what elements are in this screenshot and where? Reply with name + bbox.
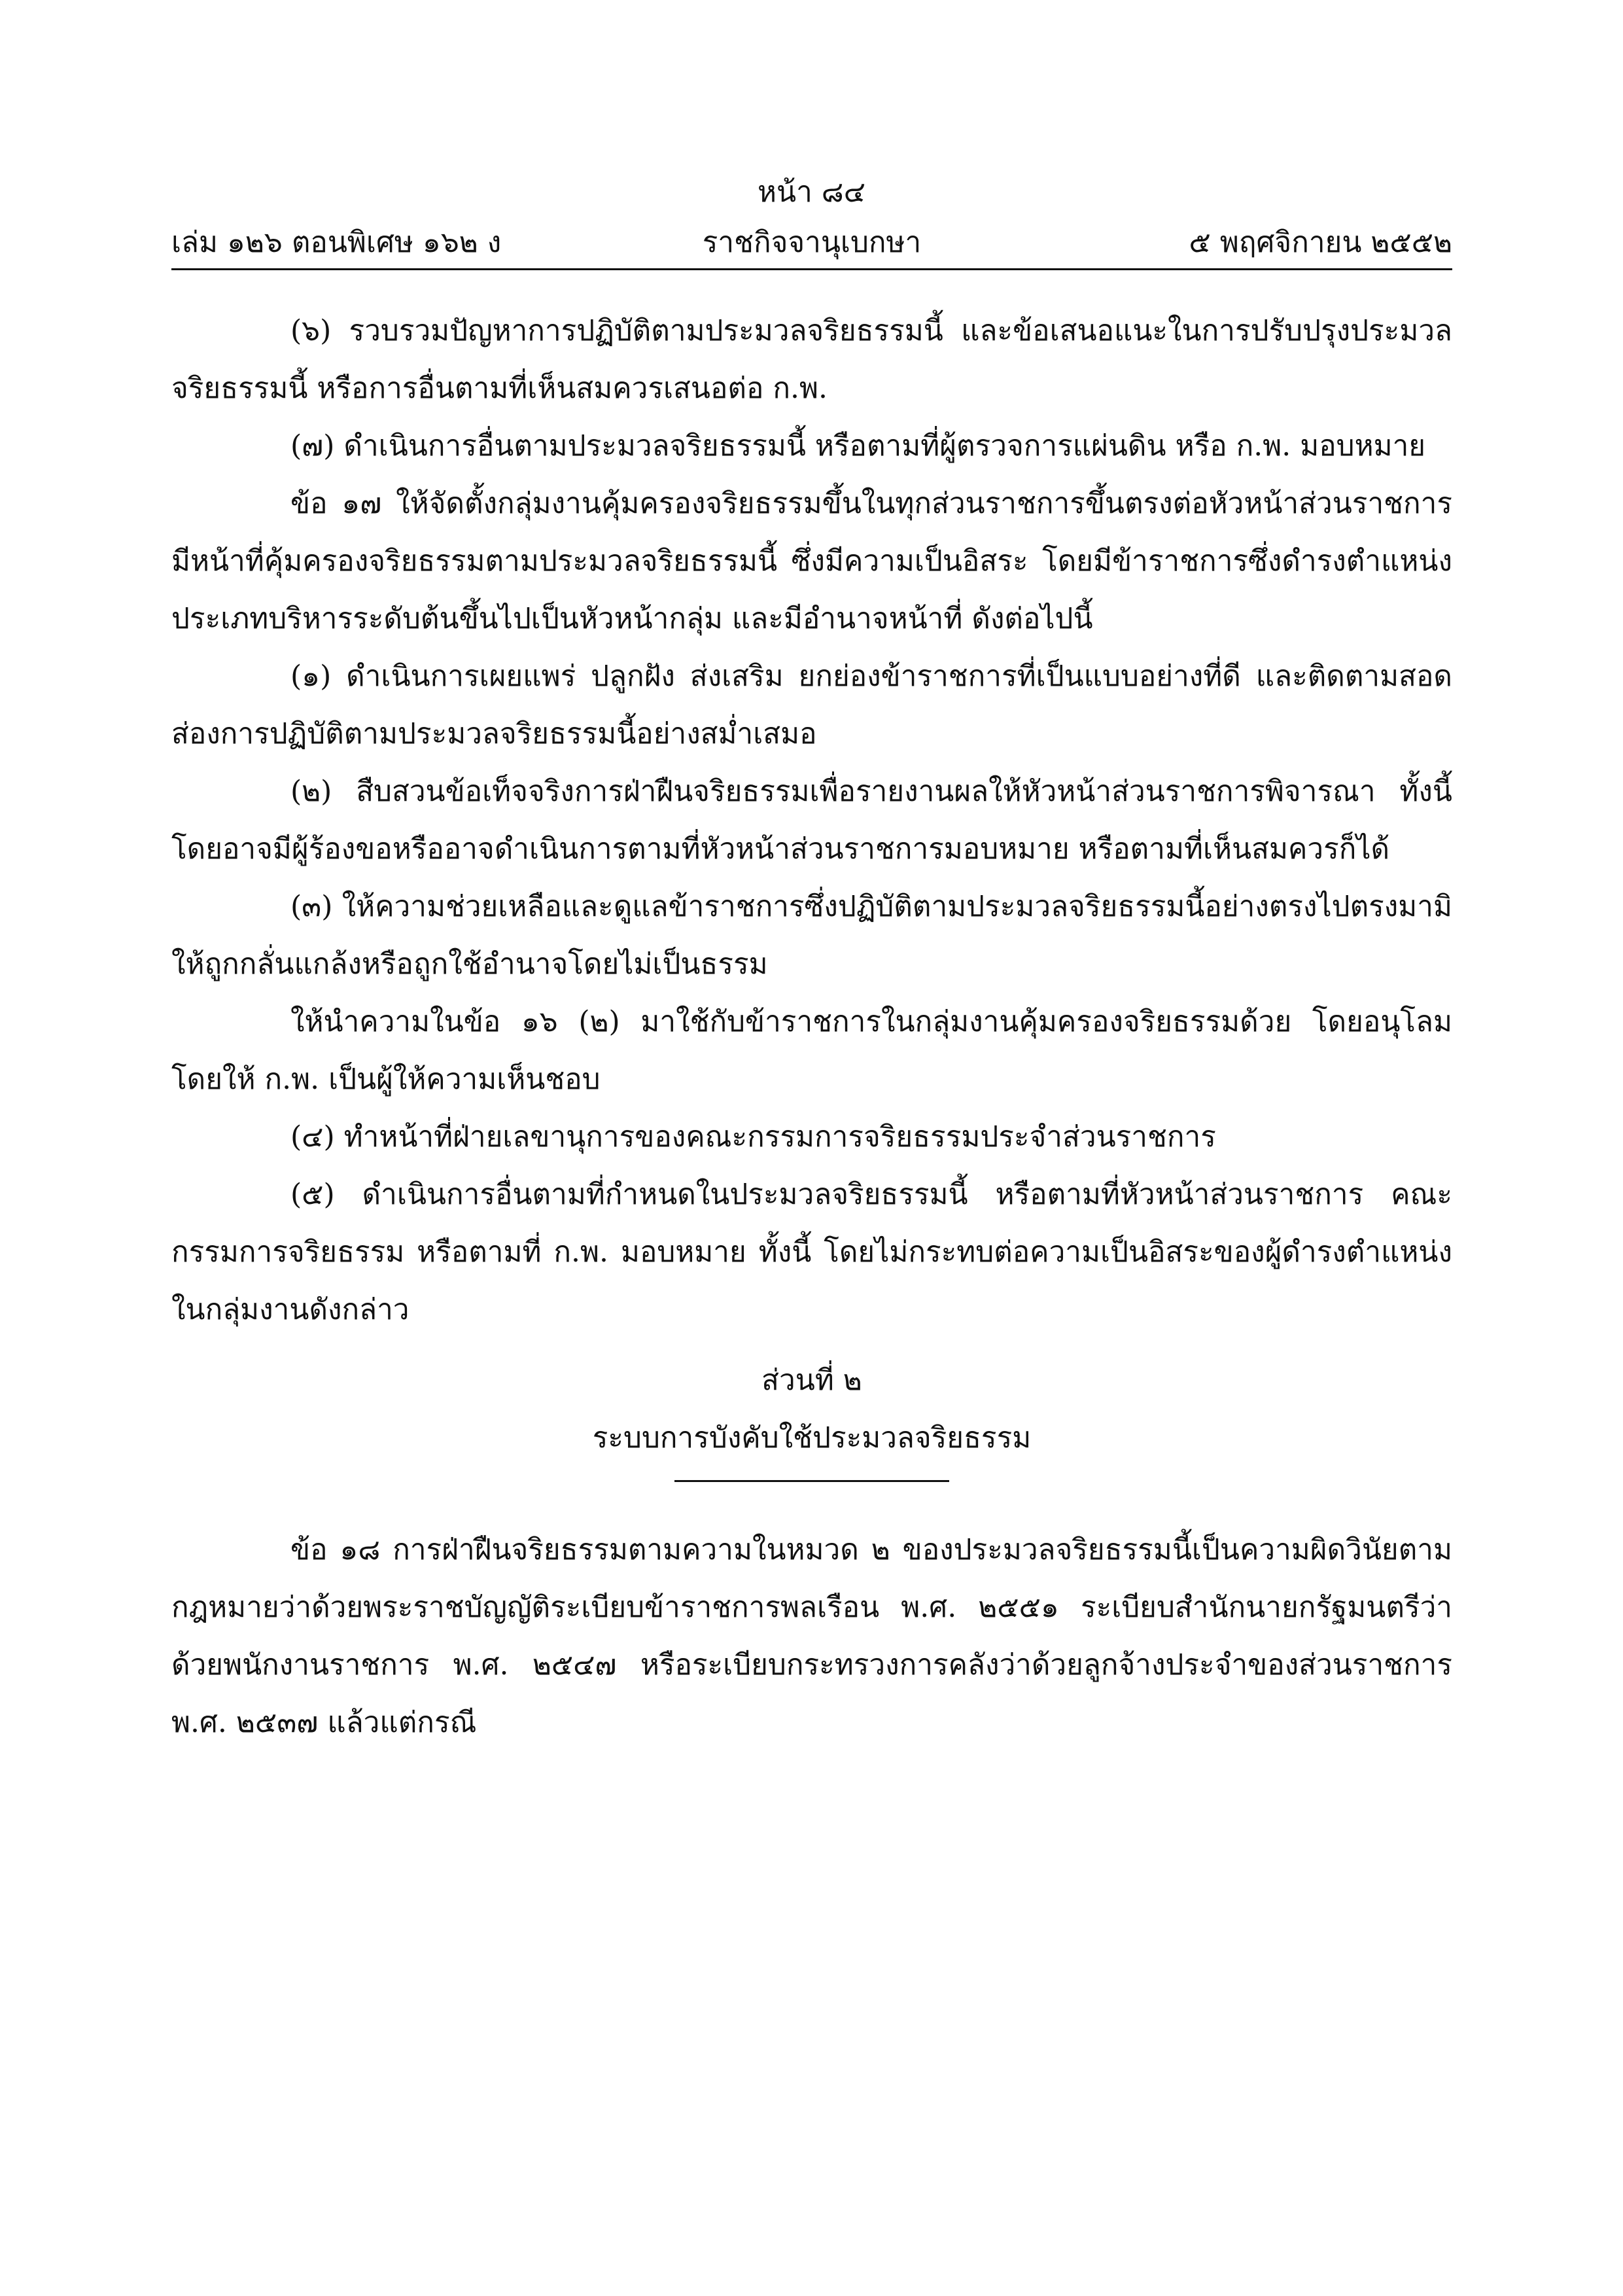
header-divider (171, 268, 1452, 270)
paragraph-clause-17: ข้อ ๑๗ ให้จัดตั้งกลุ่มงานคุ้มครองจริยธรรมขึ้นในทุกส่วนราชการขึ้นตรงต่อหัวหน้าส่วนราชการ มีหน้าที่คุ้มครองจริยธรรมตามประมวลจริยธรรมนี้ ซึ่งมีความเป็นอิสระ โดยมีข้าราชการซึ่งดำรงตำแหน่งประเภทบริหารระดับต้นขึ้นไปเป็นหัวหน้ากลุ่ม และมีอำนาจหน้าที่ ดังต่อไปนี้ (171, 487, 1452, 635)
paragraph-clause-17-item-3: (๓) ให้ความช่วยเหลือและดูแลข้าราชการซึ่งปฏิบัติตามประมวลจริยธรรมนี้อย่างตรงไปตรงมามิให้ถูกกลั่นแกล้งหรือถูกใช้อำนาจโดยไม่เป็นธรรม (171, 890, 1452, 981)
paragraph-clause-17-item-1: (๑) ดำเนินการเผยแพร่ ปลูกฝัง ส่งเสริม ยกย่องข้าราชการที่เป็นแบบอย่างที่ดี และติดตามสอดส่องการปฏิบัติตามประมวลจริยธรรมนี้อย่างสม่ำเสมอ (171, 660, 1452, 751)
section-divider (674, 1480, 949, 1482)
gazette-header (171, 219, 1452, 258)
publication-date: ๕ พฤศจิกายน ๒๕๕๒ (1189, 226, 1452, 259)
volume-issue: เล่ม ๑๒๖ ตอนพิเศษ ๑๖๒ ง (171, 226, 502, 259)
paragraph-clause-17-item-5: (๕) ดำเนินการอื่นตามที่กำหนดในประมวลจริยธรรมนี้ หรือตามที่หัวหน้าส่วนราชการ คณะกรรมการจริยธรรม หรือตามที่ ก.พ. มอบหมาย ทั้งนี้ โดยไม่กระทบต่อความเป็นอิสระของผู้ดำรงตำแหน่งในกลุ่มงานดังกล่าว (171, 1178, 1452, 1326)
page-number: หน้า ๘๔ (757, 175, 866, 209)
paragraph-item-7: (๗) ดำเนินการอื่นตามประมวลจริยธรรมนี้ หรือตามที่ผู้ตรวจการแผ่นดิน หรือ ก.พ. มอบหมาย (290, 429, 1426, 463)
gazette-name: ราชกิจจานุเบกษา (702, 226, 922, 259)
section-number: ส่วนที่ ๒ (761, 1364, 862, 1397)
document-body (171, 302, 1452, 1752)
paragraph-clause-17-item-4: (๔) ทำหน้าที่ฝ่ายเลขานุการของคณะกรรมการจริยธรรมประจำส่วนราชการ (290, 1120, 1216, 1154)
section-title: ระบบการบังคับใช้ประมวลจริยธรรม (592, 1421, 1032, 1455)
paragraph-clause-17-item-2: (๒) สืบสวนข้อเท็จจริงการฝ่าฝืนจริยธรรมเพื่อรายงานผลให้หัวหน้าส่วนราชการพิจารณา ทั้งนี้ โดยอาจมีผู้ร้องขอหรืออาจดำเนินการตามที่หัวหน้าส่วนราชการมอบหมาย หรือตามที่เห็นสมควรก็ได้ (171, 775, 1452, 866)
paragraph-clause-17-note: ให้นำความในข้อ ๑๖ (๒) มาใช้กับข้าราชการในกลุ่มงานคุ้มครองจริยธรรมด้วย โดยอนุโลม โดยให้ ก.พ. เป็นผู้ให้ความเห็นชอบ (171, 1005, 1452, 1096)
paragraph-clause-18: ข้อ ๑๘ การฝ่าฝืนจริยธรรมตามความในหมวด ๒ ของประมวลจริยธรรมนี้เป็นความผิดวินัยตามกฎหมายว่าด้วยพระราชบัญญัติระเบียบข้าราชการพลเรือน พ.ศ. ๒๕๕๑ ระเบียบสำนักนายกรัฐมนตรีว่าด้วยพนักงานราชการ พ.ศ. ๒๕๔๗ หรือระเบียบกระทรวงการคลังว่าด้วยลูกจ้างประจำของส่วนราชการ พ.ศ. ๒๕๓๗ แล้วแต่กรณี (171, 1533, 1452, 1739)
paragraph-item-6: (๖) รวบรวมปัญหาการปฏิบัติตามประมวลจริยธรรมนี้ และข้อเสนอแนะในการปรับปรุงประมวลจริยธรรมนี้ หรือการอื่นตามที่เห็นสมควรเสนอต่อ ก.พ. (171, 314, 1452, 405)
